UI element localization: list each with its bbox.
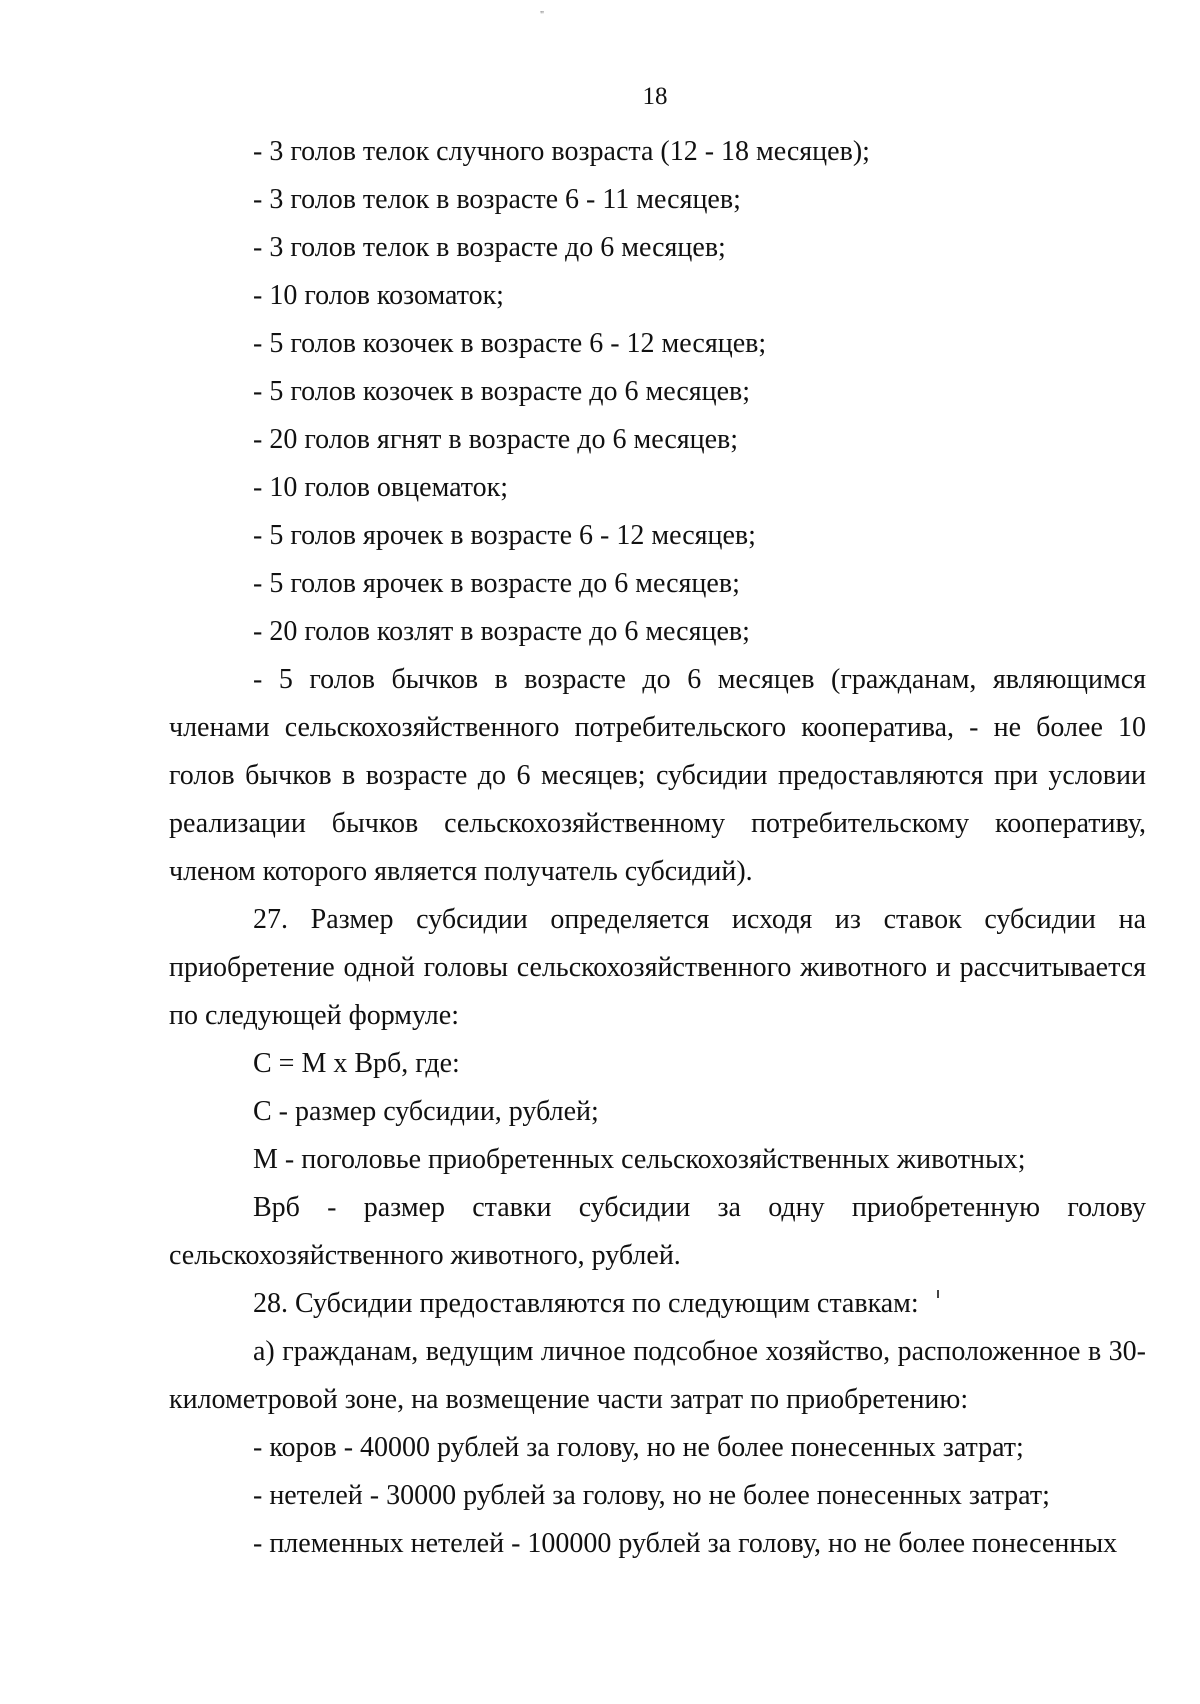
definition-vrb: Врб - размер ставки субсидии за одну приобретенную голову сельскохозяйственного животного, рублей. xyxy=(169,1192,1146,1271)
rate-cows: - коров - 40000 рублей за голову, но не более понесенных затрат; xyxy=(253,1432,1024,1463)
scan-mark: " xyxy=(540,10,545,21)
document-body xyxy=(169,128,1146,1568)
list-item: - 5 голов козочек в возрасте 6 - 12 месяцев; xyxy=(253,328,767,359)
paragraph-28: 28. Субсидии предоставляются по следующим ставкам: xyxy=(253,1288,919,1319)
definition-m: М - поголовье приобретенных сельскохозяйственных животных; xyxy=(253,1144,1026,1175)
list-item: - 3 голов телок случного возраста (12 - 18 месяцев); xyxy=(253,136,870,167)
definition-c: С - размер субсидии, рублей; xyxy=(253,1096,599,1127)
list-item: - 5 голов козочек в возрасте до 6 месяцев; xyxy=(253,376,751,407)
list-item: - 3 голов телок в возрасте 6 - 11 месяцев; xyxy=(253,184,741,215)
scan-artifact xyxy=(937,1290,939,1298)
list-item: - 3 голов телок в возрасте до 6 месяцев; xyxy=(253,232,726,263)
paragraph-27: 27. Размер субсидии определяется исходя из ставок субсидии на приобретение одной головы сельскохозяйственного животного и рассчитывается по следующей формуле: xyxy=(169,904,1146,1031)
paragraph-28a: а) гражданам, ведущим личное подсобное хозяйство, расположенное в 30-километровой зоне, на возмещение части затрат по приобретению: xyxy=(169,1336,1146,1415)
rate-breeding-heifers: - племенных нетелей - 100000 рублей за голову, но не более понесенных xyxy=(253,1528,1118,1559)
rate-heifers: - нетелей - 30000 рублей за голову, но не более понесенных затрат; xyxy=(253,1480,1050,1511)
paragraph-bulls: - 5 голов бычков в возрасте до 6 месяцев (гражданам, являющимся членами сельскохозяйственного потребительского кооператива, - не более 10 голов бычков в возрасте до 6 месяцев; субсидии предоставляются при условии реализации бычков сельскохозяйственному потребительскому кооперативу, членом которого является получатель субсидий). xyxy=(169,664,1146,887)
list-item: - 10 голов овцематок; xyxy=(253,472,509,503)
list-item: - 5 голов ярочек в возрасте до 6 месяцев; xyxy=(253,568,740,599)
list-item: - 20 голов козлят в возрасте до 6 месяцев; xyxy=(253,616,750,647)
list-item: - 20 голов ягнят в возрасте до 6 месяцев; xyxy=(253,424,739,455)
list-item: - 10 голов козоматок; xyxy=(253,280,504,311)
formula: С = М х Врб, где: xyxy=(253,1048,460,1079)
list-item: - 5 голов ярочек в возрасте 6 - 12 месяцев; xyxy=(253,520,756,551)
page-number: 18 xyxy=(642,83,668,110)
